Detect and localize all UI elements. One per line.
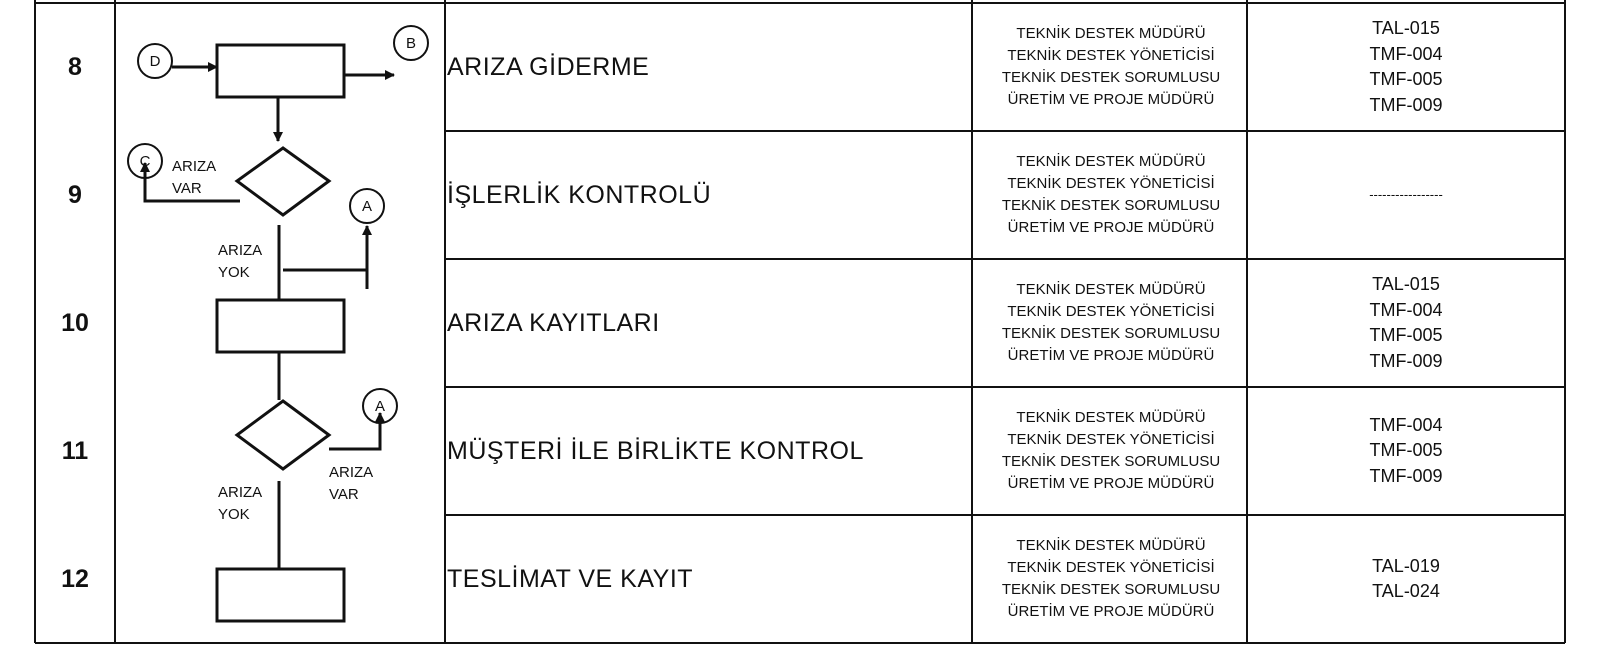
responsible: ÜRETİM VE PROJE MÜDÜRÜ xyxy=(1007,603,1215,620)
documents-cell xyxy=(1247,3,1565,131)
decision-musteri-kontrol xyxy=(237,401,329,469)
responsible: TEKNİK DESTEK YÖNETİCİSİ xyxy=(1007,303,1215,320)
responsible: TEKNİK DESTEK MÜDÜRÜ xyxy=(1016,409,1206,426)
responsibles-cell xyxy=(975,387,1247,515)
document-code: TAL-019 xyxy=(1372,555,1440,576)
document-code: TMF-009 xyxy=(1369,465,1443,486)
document-code: TMF-005 xyxy=(1369,69,1443,89)
documents-cell xyxy=(1247,387,1565,515)
step-number: 11 xyxy=(61,436,89,465)
label-ariza-yok-2b: YOK xyxy=(218,506,250,523)
responsible: ÜRETİM VE PROJE MÜDÜRÜ xyxy=(1007,91,1215,108)
document-code: TMF-004 xyxy=(1369,299,1443,320)
responsible: TEKNİK DESTEK YÖNETİCİSİ xyxy=(1007,431,1215,448)
responsible: ÜRETİM VE PROJE MÜDÜRÜ xyxy=(1007,219,1215,236)
responsible: TEKNİK DESTEK MÜDÜRÜ xyxy=(1016,537,1206,554)
document-code: TMF-004 xyxy=(1369,43,1443,64)
label-ariza-var-1b: VAR xyxy=(172,180,202,197)
responsible: TEKNİK DESTEK SORUMLUSU xyxy=(1001,69,1221,86)
documents-cell xyxy=(1247,515,1565,643)
process-name: ARIZA GİDERME xyxy=(447,52,650,81)
document-code: TAL-015 xyxy=(1372,18,1440,38)
process-name: MÜŞTERİ İLE BİRLİKTE KONTROL xyxy=(447,436,864,465)
step-number: 9 xyxy=(68,180,82,209)
responsible: TEKNİK DESTEK MÜDÜRÜ xyxy=(1016,153,1206,170)
responsible: TEKNİK DESTEK YÖNETİCİSİ xyxy=(1007,559,1215,576)
process-box-ariza-kayitlari xyxy=(217,300,344,352)
document-code: TMF-009 xyxy=(1369,350,1443,371)
decision-islerlik xyxy=(237,148,329,215)
responsible: TEKNİK DESTEK SORUMLUSU xyxy=(1001,197,1221,214)
documents-cell xyxy=(1247,131,1565,259)
step-number: 8 xyxy=(68,52,82,81)
connector-c-label: C xyxy=(139,153,151,170)
document-code: TMF-005 xyxy=(1369,440,1443,461)
process-name: İŞLERLİK KONTROLÜ xyxy=(447,180,712,209)
connector-d-label: D xyxy=(149,53,161,70)
document-code: TAL-015 xyxy=(1372,274,1440,294)
responsible: ÜRETİM VE PROJE MÜDÜRÜ xyxy=(1007,475,1215,492)
responsible: TEKNİK DESTEK SORUMLUSU xyxy=(1001,325,1221,342)
label-ariza-var-2b: VAR xyxy=(329,486,359,503)
document-code: TMF-009 xyxy=(1369,94,1443,115)
responsible: TEKNİK DESTEK YÖNETİCİSİ xyxy=(1007,175,1215,192)
label-ariza-yok-2a: ARIZA xyxy=(218,484,263,501)
responsibles-cell xyxy=(975,259,1247,387)
responsible: TEKNİK DESTEK MÜDÜRÜ xyxy=(1016,25,1206,42)
document-code: TMF-004 xyxy=(1369,414,1443,435)
responsibles-cell xyxy=(975,3,1247,131)
connector-a-label: A xyxy=(361,198,373,215)
responsibles-cell xyxy=(975,515,1247,643)
step-number: 10 xyxy=(61,308,89,337)
connector-a2-label: A xyxy=(374,398,386,415)
responsible: TEKNİK DESTEK MÜDÜRÜ xyxy=(1016,281,1206,298)
process-flowchart xyxy=(115,3,445,643)
responsible: TEKNİK DESTEK YÖNETİCİSİ xyxy=(1007,47,1215,64)
document-placeholder: ----------------- xyxy=(1369,187,1443,203)
label-ariza-yok-1b: YOK xyxy=(218,264,250,281)
responsible: TEKNİK DESTEK SORUMLUSU xyxy=(1001,453,1221,470)
process-box-ariza-giderme xyxy=(217,45,344,97)
step-number: 12 xyxy=(61,564,89,593)
documents-cell xyxy=(1247,259,1565,387)
responsibles-cell xyxy=(975,131,1247,259)
label-ariza-var-2a: ARIZA xyxy=(329,464,374,481)
process-name: TESLİMAT VE KAYIT xyxy=(447,564,694,593)
label-ariza-yok-1a: ARIZA xyxy=(218,242,263,259)
process-box-teslimat xyxy=(217,569,344,621)
connector-b-label: B xyxy=(405,35,417,52)
label-ariza-var-1a: ARIZA xyxy=(172,158,217,175)
responsible: TEKNİK DESTEK SORUMLUSU xyxy=(1001,581,1221,598)
document-code: TMF-005 xyxy=(1369,325,1443,345)
document-code: TAL-024 xyxy=(1372,581,1440,601)
responsible: ÜRETİM VE PROJE MÜDÜRÜ xyxy=(1007,347,1215,364)
process-name: ARIZA KAYITLARI xyxy=(447,308,660,337)
